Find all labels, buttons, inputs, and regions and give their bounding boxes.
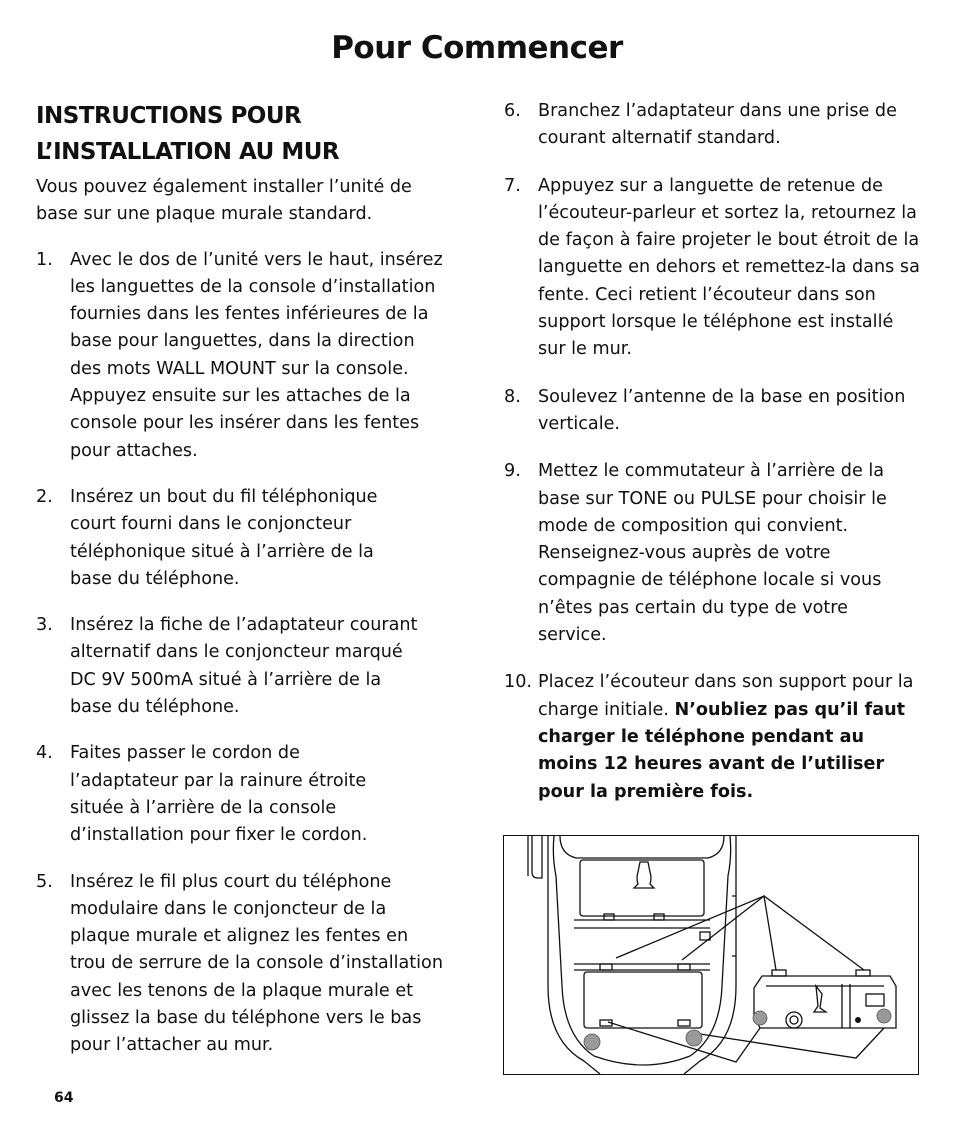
step-text: Soulevez l’antenne de la base en position verticale. bbox=[538, 386, 906, 434]
wall-mount-diagram-icon bbox=[503, 835, 919, 1075]
right-column bbox=[504, 98, 920, 826]
intro-paragraph: Vous pouvez également installer l’unité de base sur une plaque murale standard. bbox=[36, 177, 412, 225]
peg-dot bbox=[686, 1030, 702, 1046]
page-number: 64 bbox=[54, 1090, 74, 1106]
step-text: Branchez l’adaptateur dans une prise de courant alternatif standard. bbox=[538, 101, 897, 149]
antenna-shape bbox=[532, 836, 542, 878]
keyhole-icon bbox=[634, 862, 654, 888]
step-number: 7. bbox=[504, 175, 521, 196]
diagram-drawing bbox=[504, 836, 919, 1075]
wall-mount-console bbox=[754, 976, 896, 1028]
step-number: 1. bbox=[36, 249, 53, 270]
step-10-text: Placez l’écouteur dans son support pour la charge initiale. bbox=[538, 672, 914, 720]
step-text: Avec le dos de l’unité vers le haut, insérez les languettes de la console d’installation fournies dans les fentes inférieures de la base pour languettes, dans la direction des mots WALL MOUNT sur la console. Appuyez ensuite sur les attaches de la console pour les insérer dans les fentes pour attaches. bbox=[70, 249, 443, 461]
step-number: 5. bbox=[36, 871, 53, 892]
pointer-line-upper bbox=[616, 896, 776, 970]
step-9 bbox=[504, 458, 920, 649]
step-text: Insérez le fil plus court du téléphone modulaire dans le conjoncteur de la plaque murale et alignez les fentes en trou de serrure de la console d’installation avec les tenons de la plaque murale et glissez la base du téléphone vers le bas pour l’attacher au mur. bbox=[70, 871, 443, 1056]
step-text: Faites passer le cordon de l’adaptateur par la rainure étroite située à l’arrière de la console d’installation pour fixer le cordon. bbox=[70, 743, 368, 846]
step-text: Insérez un bout du fil téléphonique court fourni dans le conjoncteur téléphonique situé à l’arrière de la base du téléphone. bbox=[70, 486, 378, 589]
left-column bbox=[36, 98, 448, 1079]
step-8 bbox=[504, 384, 920, 439]
step-text bbox=[538, 669, 920, 805]
step-text: Insérez la fiche de l’adaptateur courant alternatif dans le conjoncteur marqué DC 9V 500mA situé à l’arrière de la base du téléphone. bbox=[70, 615, 418, 718]
page-title: Pour Commencer bbox=[331, 30, 623, 66]
step-3 bbox=[36, 612, 448, 721]
peg-dot bbox=[753, 1011, 767, 1025]
peg-dot bbox=[584, 1034, 600, 1050]
step-10 bbox=[504, 669, 920, 805]
step-5 bbox=[36, 869, 448, 1060]
section-heading-line1: INSTRUCTIONS POUR bbox=[36, 103, 302, 129]
step-number: 3. bbox=[36, 615, 53, 636]
section-heading bbox=[36, 98, 448, 170]
peg-dot bbox=[877, 1009, 891, 1023]
step-number: 9. bbox=[504, 461, 521, 482]
step-7 bbox=[504, 173, 920, 364]
console-keyhole bbox=[814, 986, 826, 1012]
section-heading-line2: L’INSTALLATION AU MUR bbox=[36, 139, 340, 165]
step-number: 10. bbox=[504, 672, 532, 693]
step-number: 4. bbox=[36, 743, 53, 764]
step-10-warning: N’oubliez pas qu’il faut charger le téléphone pendant au moins 12 heures avant de l’utiliser pour la première fois. bbox=[538, 699, 906, 802]
step-2 bbox=[36, 484, 448, 593]
step-1 bbox=[36, 247, 448, 465]
step-4 bbox=[36, 740, 448, 849]
step-text: Appuyez sur a languette de retenue de l’écouteur-parleur et sortez la, retournez la de façon à faire projeter le bout étroit de la languette en dehors et remettez-la dans sa fente. Ceci retient l’écouteur dans son support lorsque le téléphone est installé sur le mur. bbox=[538, 175, 920, 360]
step-number: 6. bbox=[504, 101, 521, 121]
step-number: 2. bbox=[36, 486, 53, 507]
step-6 bbox=[504, 98, 920, 153]
step-number: 8. bbox=[504, 386, 521, 407]
step-text: Mettez le commutateur à l’arrière de la base sur TONE ou PULSE pour choisir le mode de composition qui convient. Renseignez-vous auprès de votre compagnie de téléphone locale si vous n’êtes pas certain du type de votre service. bbox=[538, 461, 887, 646]
